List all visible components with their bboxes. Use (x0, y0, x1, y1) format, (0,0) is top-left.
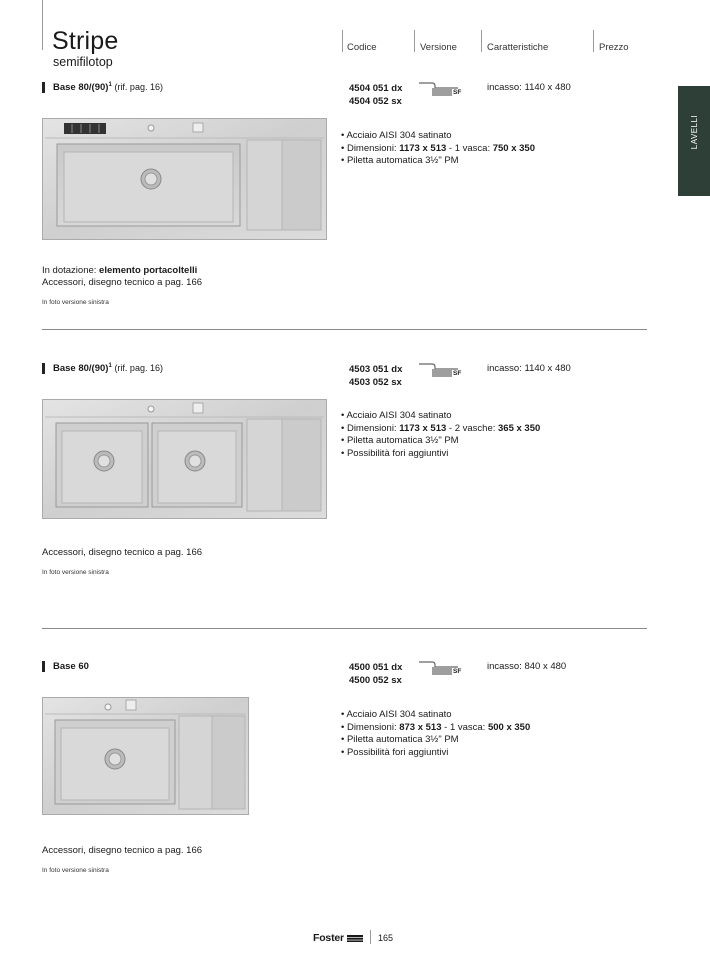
features-list (341, 130, 535, 168)
col-rule-codice (342, 30, 343, 52)
section-divider-1 (42, 329, 647, 330)
column-header-caratteristiche: Caratteristiche (487, 42, 549, 53)
photo-caption: In foto versione sinistra (42, 867, 109, 874)
dotazione-line: In dotazione: elemento portacoltelli (42, 265, 198, 276)
column-header-prezzo: Prezzo (599, 42, 629, 53)
section-tab-label: LAVELLI (689, 114, 699, 150)
page-number: 165 (378, 933, 394, 943)
base-superscript: 1 (108, 363, 112, 369)
product-codes (349, 363, 402, 389)
features-list (341, 410, 540, 460)
product-marker (42, 82, 45, 93)
feature-item: • Possibilità fori aggiuntivi (341, 746, 449, 758)
product-base (53, 363, 163, 374)
feature-item: • Dimensioni: 1173 x 513 - 2 vasche: 365 x 350 (341, 422, 541, 434)
page-subtitle: semifilotop (53, 55, 113, 69)
incasso-dimensions: incasso: 840 x 480 (487, 661, 567, 672)
base-label: Base 80/(90) (53, 363, 109, 375)
feature-item: • Acciaio AISI 304 satinato (341, 410, 452, 421)
page-reference: (rif. pag. 16) (114, 363, 163, 374)
version-label: SF (453, 89, 462, 96)
incasso-dimensions: incasso: 1140 x 480 (487, 82, 571, 93)
product-base: Base 60 (53, 661, 89, 672)
accessori-line: Accessori, disegno tecnico a pag. 166 (42, 277, 203, 288)
code-dx: 4503 051 dx (349, 364, 403, 375)
footer-divider (370, 930, 371, 944)
page-title: Stripe (52, 27, 119, 55)
page-reference: (rif. pag. 16) (114, 82, 163, 93)
feature-item: • Possibilità fori aggiuntivi (341, 447, 449, 459)
version-label: SF (453, 668, 462, 675)
product-base (53, 82, 163, 93)
column-header-versione: Versione (420, 42, 457, 53)
feature-item: • Dimensioni: 1173 x 513 - 1 vasca: 750 x 350 (341, 142, 535, 154)
base-label: Base 80/(90) (53, 82, 109, 94)
footer-brand-logo (313, 932, 363, 944)
feature-item: • Acciaio AISI 304 satinato (341, 130, 452, 141)
sink-image-compact (42, 697, 249, 815)
column-header-codice: Codice (347, 42, 377, 53)
photo-caption: In foto versione sinistra (42, 299, 109, 306)
accessori-line: Accessori, disegno tecnico a pag. 166 (42, 547, 203, 558)
feature-item: • Dimensioni: 873 x 513 - 1 vasca: 500 x 350 (341, 721, 531, 733)
section-divider-2 (42, 628, 647, 629)
photo-caption: In foto versione sinistra (42, 569, 109, 576)
feature-item: • Piletta automatica 3½" PM (341, 155, 459, 166)
product-codes (349, 82, 402, 108)
section-tab-foot (678, 176, 710, 196)
incasso-dimensions: incasso: 1140 x 480 (487, 363, 571, 374)
code-sx: 4503 052 sx (349, 377, 402, 388)
sink-image-single-bowl (42, 118, 327, 240)
feature-item: • Piletta automatica 3½" PM (341, 734, 459, 745)
feature-item: • Acciaio AISI 304 satinato (341, 709, 452, 720)
code-sx: 4504 052 sx (349, 96, 402, 107)
accessori-line: Accessori, disegno tecnico a pag. 166 (42, 845, 203, 856)
col-rule-caratteristiche (481, 30, 482, 52)
product-marker (42, 363, 45, 374)
version-label: SF (453, 370, 462, 377)
product-notes (42, 265, 202, 289)
header-left-rule (42, 0, 43, 50)
features-list (341, 709, 530, 759)
brand-name: Foster (313, 932, 344, 944)
col-rule-versione (414, 30, 415, 52)
base-superscript: 1 (108, 82, 112, 88)
code-dx: 4500 051 dx (349, 662, 403, 673)
product-codes (349, 661, 402, 687)
brand-stripes-icon (347, 935, 363, 942)
code-sx: 4500 052 sx (349, 675, 402, 686)
feature-item: • Piletta automatica 3½" PM (341, 435, 459, 446)
code-dx: 4504 051 dx (349, 83, 403, 94)
product-marker (42, 661, 45, 672)
sink-image-double-bowl (42, 399, 327, 519)
col-rule-prezzo (593, 30, 594, 52)
